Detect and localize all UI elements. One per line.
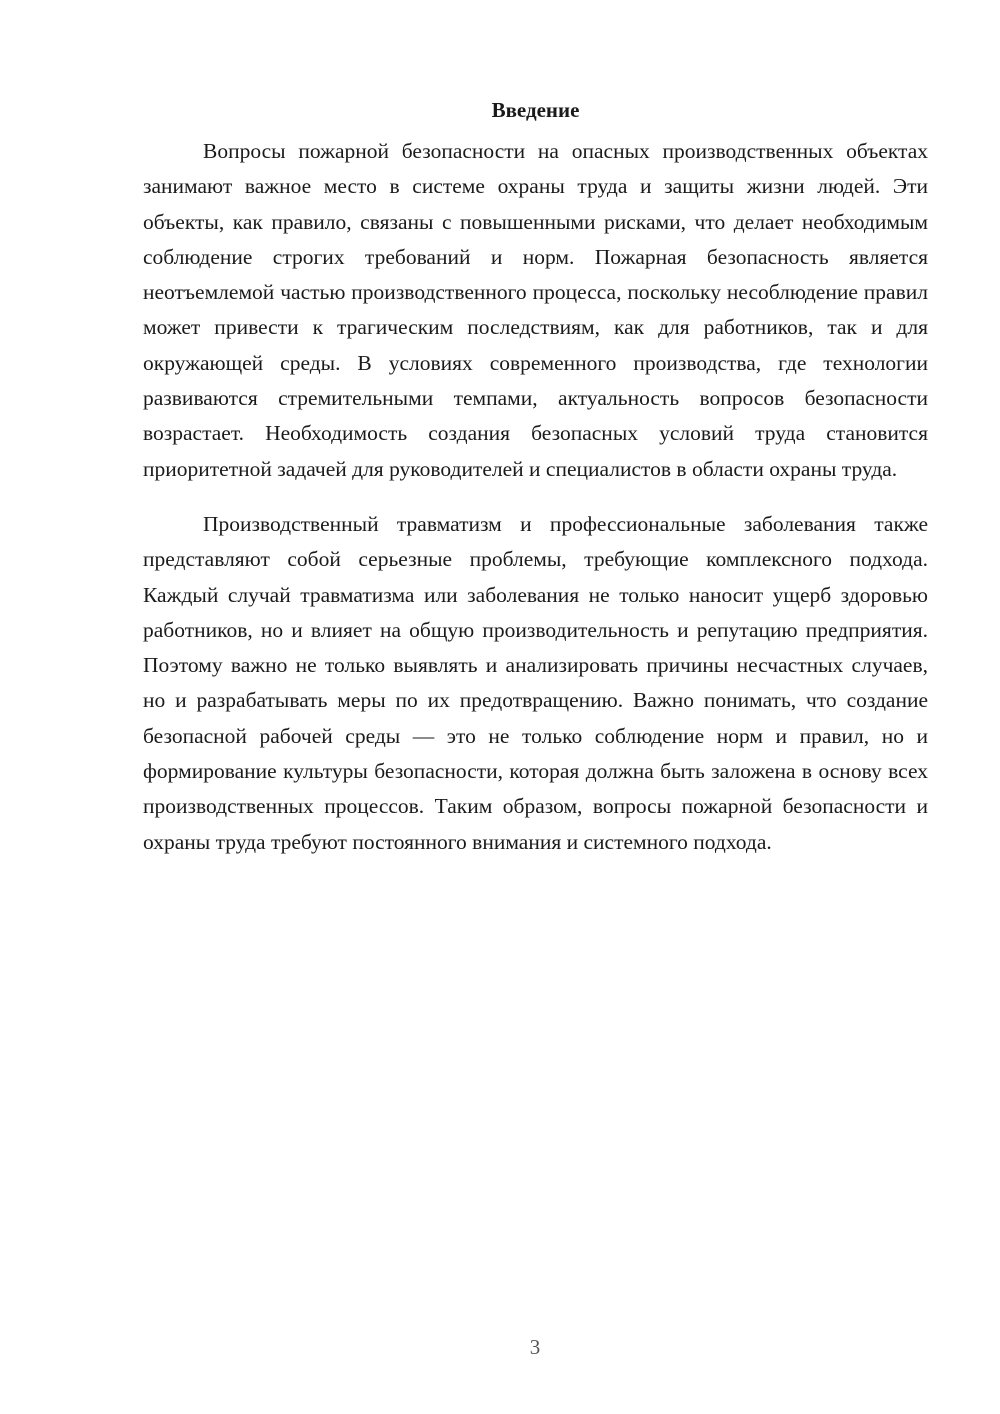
paragraph-1: Вопросы пожарной безопасности на опасных производственных объектах занимают важное место в системе охраны труда и защиты жизни людей. Эти объекты, как правило, связаны с повышенными рисками, что делает необходимым соблюдение строгих требований и норм. Пожарная безопасность является неотъемлемой частью производственного процесса, поскольку несоблюдение правил может привести к трагическим последствиям, как для работников, так и для окружающей среды. В условиях современного производства, где технологии развиваются стремительными темпами, актуальность вопросов безопасности возрастает. Необходимость создания безопасных условий труда становится приоритетной задачей для руководителей и специалистов в области охраны труда. (143, 139, 928, 481)
section-heading: Введение (491, 98, 580, 122)
page-number: 3 (529, 1335, 541, 1359)
page-content (143, 94, 928, 860)
paragraph-2: Производственный травматизм и профессиональные заболевания также представляют собой серьезные проблемы, требующие комплексного подхода. Каждый случай травматизма или заболевания не только наносит ущерб здоровью работников, но и влияет на общую производительность и репутацию предприятия. Поэтому важно не только выявлять и анализировать причины несчастных случаев, но и разрабатывать меры по их предотвращению. Важно понимать, что создание безопасной рабочей среды — это не только соблюдение норм и правил, но и формирование культуры безопасности, которая должна быть заложена в основу всех производственных процессов. Таким образом, вопросы пожарной безопасности и охраны труда требуют постоянного внимания и системного подхода. (143, 511, 928, 854)
